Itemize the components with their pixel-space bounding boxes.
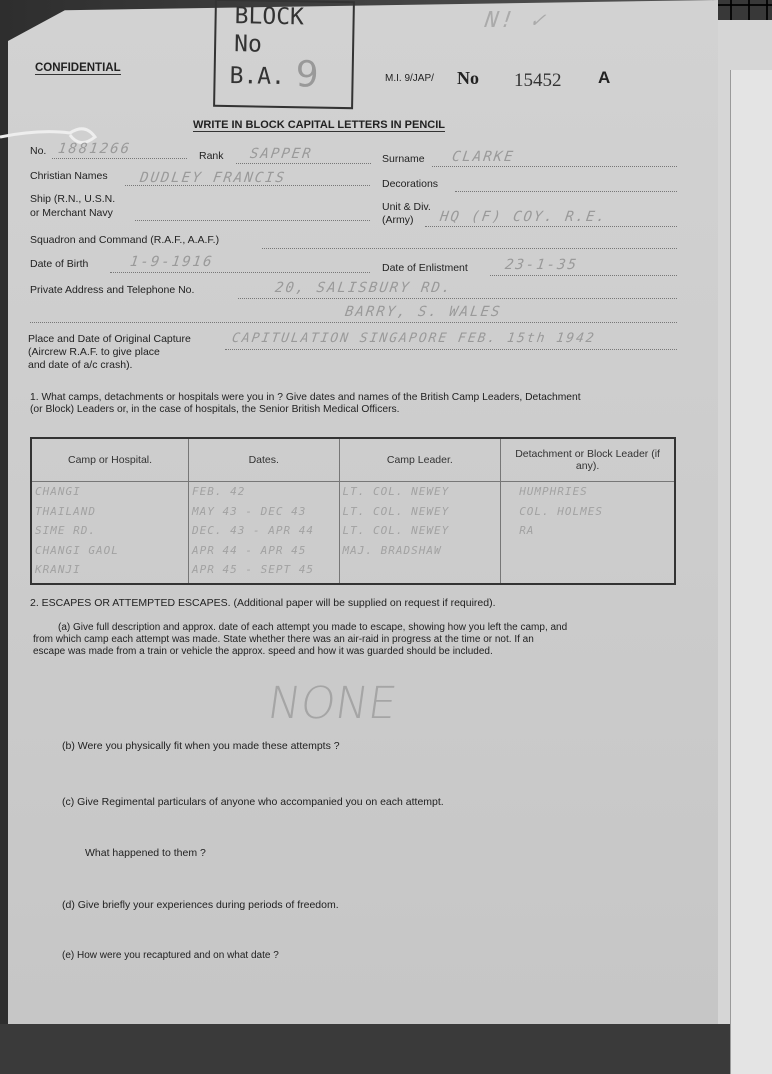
detachment-entry: COL. HOLMES — [519, 504, 604, 518]
surname-value: CLARKE — [450, 149, 516, 165]
dob-label: Date of Birth — [30, 258, 89, 270]
camps-table — [30, 437, 676, 585]
no-value: 1881266 — [56, 141, 133, 157]
camp-entry: SIME RD. — [35, 524, 96, 537]
squadron-line — [262, 248, 677, 249]
col-header-detachment: Detachment or Block Leader (if any). — [501, 438, 675, 482]
stamp-line1: BLOCK — [234, 3, 305, 31]
address-value-2: BARRY, S. WALES — [343, 304, 503, 320]
address-label: Private Address and Telephone No. — [30, 284, 195, 296]
surname-line — [432, 166, 677, 167]
capture-value: CAPITULATION SINGAPORE FEB. 15th 1942 — [230, 331, 597, 346]
detachment-entry: RA — [519, 524, 535, 537]
stamp-number: 9 — [295, 54, 319, 96]
q2a-text-2: from which camp each attempt was made. State whether there was an air-raid in progress at the time or not. If an — [33, 634, 534, 645]
address-value-1: 20, SALISBURY RD. — [273, 280, 454, 296]
stamp-line2: No — [233, 31, 263, 58]
corner-mark: N! ✓ — [483, 8, 548, 33]
detachment-entry: HUMPHRIES — [519, 485, 588, 498]
no-label: No — [457, 68, 479, 88]
q2d-text: (d) Give briefly your experiences during periods of freedom. — [62, 899, 339, 911]
address-line-2 — [30, 322, 677, 323]
camp-entry: CHANGI GAOL — [35, 543, 119, 557]
enlist-line — [490, 275, 677, 276]
enlist-value: 23-1-35 — [503, 257, 580, 273]
camp-entry: CHANGI — [35, 485, 81, 498]
camp-entry: KRANJI — [35, 563, 81, 576]
squadron-label: Squadron and Command (R.A.F., A.A.F.) — [30, 234, 220, 246]
dates-entry: FEB. 42 — [192, 485, 246, 498]
q2c-followup: What happened to them ? — [85, 847, 206, 859]
dob-line — [110, 272, 370, 273]
capture-label-3: and date of a/c crash). — [28, 359, 133, 371]
classification: CONFIDENTIAL — [35, 62, 121, 74]
rank-value: SAPPER — [248, 146, 314, 162]
capture-label: Place and Date of Original Capture — [28, 333, 191, 345]
unit-label-2: (Army) — [382, 214, 414, 226]
christian-names-label: Christian Names — [30, 170, 108, 182]
q1-text-2: (or Block) Leaders or, in the case of hospitals, the Senior British Medical Officers. — [30, 404, 400, 415]
address-line-1 — [238, 298, 677, 299]
q2b-text: (b) Were you physically fit when you made these attempts ? — [62, 740, 340, 752]
ship-label-2: or Merchant Navy — [30, 207, 113, 219]
leader-entry: LT. COL. NEWEY — [342, 524, 450, 537]
dates-entry: DEC. 43 - APR 44 — [192, 524, 315, 537]
col-header-dates: Dates. — [189, 438, 339, 482]
detachment-column — [501, 482, 675, 585]
rank-line — [236, 163, 371, 164]
underlying-page — [730, 70, 772, 1074]
leader-entry: LT. COL. NEWEY — [342, 485, 450, 498]
capture-label-2: (Aircrew R.A.F. to give place — [28, 346, 160, 358]
q2-heading: 2. ESCAPES OR ATTEMPTED ESCAPES. (Additional paper will be supplied on request if required). — [30, 597, 496, 609]
unit-line — [425, 226, 677, 227]
surname-label: Surname — [382, 153, 425, 165]
leader-column — [339, 482, 501, 585]
camp-column — [31, 482, 189, 585]
decorations-line — [455, 191, 677, 192]
leader-entry: LT. COL. NEWEY — [342, 504, 450, 518]
capture-line — [225, 349, 677, 350]
instruction: WRITE IN BLOCK CAPITAL LETTERS IN PENCIL — [193, 119, 445, 131]
q2e-text: (e) How were you recaptured and on what date ? — [62, 950, 279, 961]
q2a-text: (a) Give full description and approx. date of each attempt you made to escape, showing how you left the camp, and — [58, 622, 568, 633]
christian-names-value: DUDLEY FRANCIS — [138, 170, 288, 186]
stamp-line3: B.A. — [229, 63, 286, 91]
no-line — [52, 158, 187, 159]
col-header-leader: Camp Leader. — [339, 438, 501, 482]
doc-number: 15452 — [514, 70, 562, 91]
ref-prefix: M.I. 9/JAP/ — [385, 73, 434, 84]
enlist-label: Date of Enlistment — [382, 262, 468, 274]
dates-entry: MAY 43 - DEC 43 — [192, 504, 307, 518]
col-header-camp: Camp or Hospital. — [31, 438, 189, 482]
ship-line — [135, 220, 370, 221]
ship-label: Ship (R.N., U.S.N. — [30, 193, 116, 205]
dates-entry: APR 44 - APR 45 — [192, 543, 307, 557]
q2c-text: (c) Give Regimental particulars of anyone who accompanied you on each attempt. — [62, 796, 444, 808]
rank-label: Rank — [199, 150, 224, 162]
block-stamp — [213, 0, 355, 109]
doc-suffix: A — [598, 68, 611, 87]
q2a-answer: NONE — [264, 678, 400, 729]
q1-text: 1. What camps, detachments or hospitals were you in ? Give dates and names of the British Camp Leaders, Detachment — [30, 392, 581, 403]
leader-entry: MAJ. BRADSHAW — [342, 543, 442, 557]
no-label: No. — [30, 145, 47, 157]
unit-label: Unit & Div. — [382, 201, 431, 213]
decorations-label: Decorations — [382, 178, 439, 190]
unit-value: HQ (F) COY. R.E. — [438, 209, 608, 225]
dates-column — [189, 482, 339, 585]
dates-entry: APR 45 - SEPT 45 — [192, 563, 315, 576]
camp-entry: THAILAND — [35, 504, 96, 518]
dob-value: 1-9-1916 — [128, 254, 215, 270]
q2a-text-3: escape was made from a train or vehicle the approx. speed and how it was guarded should be included. — [33, 646, 493, 657]
